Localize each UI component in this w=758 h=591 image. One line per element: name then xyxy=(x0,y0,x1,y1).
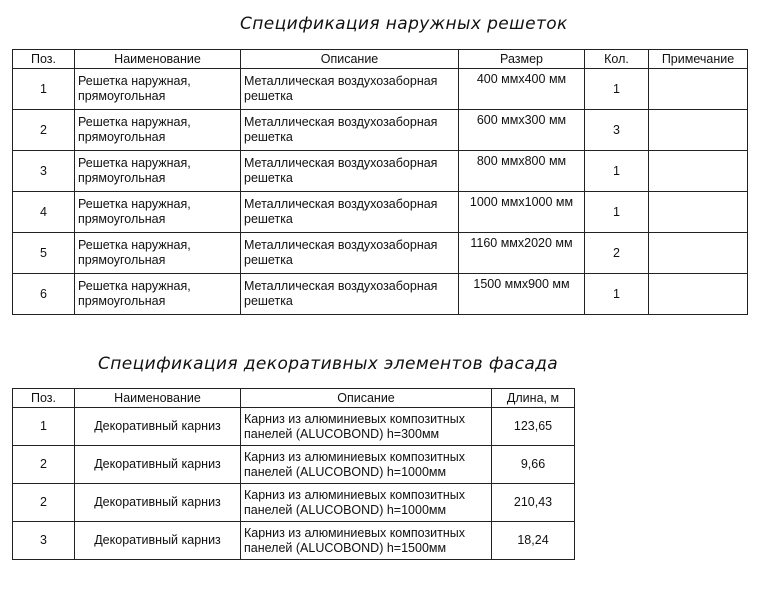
cell-qty-line: 1 xyxy=(613,163,620,178)
cell-name-line: Решетка наружная, xyxy=(78,115,191,129)
cell-description-line: панелей (ALUCOBOND) h=1000мм xyxy=(244,464,447,479)
cell-size xyxy=(459,69,585,110)
cell-qty-line: 2 xyxy=(613,245,620,260)
table-row xyxy=(13,522,575,560)
cell-pos xyxy=(13,233,75,274)
cell-description xyxy=(241,151,459,192)
facade-spec-title: Спецификация декоративных элементов фасада xyxy=(98,354,559,374)
cell-description-line: решетка xyxy=(244,130,293,144)
cell-qty xyxy=(585,110,649,151)
cell-description xyxy=(241,110,459,151)
cell-name xyxy=(75,192,241,233)
cell-description-line: Металлическая воздухозаборная xyxy=(244,156,438,170)
cell-name-line: прямоугольная xyxy=(78,130,166,144)
cell-name-line: Декоративный карниз xyxy=(94,533,221,547)
cell-name xyxy=(75,446,241,484)
cell-name xyxy=(75,408,241,446)
cell-description-line: Карниз из алюминиевых композитных xyxy=(244,525,466,540)
table-row xyxy=(13,274,748,315)
cell-qty-line: 1 xyxy=(613,204,620,219)
cell-description xyxy=(241,192,459,233)
cell-pos-line: 4 xyxy=(40,204,47,219)
cell-description xyxy=(241,484,492,522)
cell-description-line: панелей (ALUCOBOND) h=300мм xyxy=(244,426,440,441)
col-header-pos: Поз. xyxy=(13,50,75,69)
cell-note xyxy=(649,233,748,274)
grilles-spec-table xyxy=(12,49,748,315)
cell-name-line: Решетка наружная, xyxy=(78,156,191,170)
cell-pos-line: 2 xyxy=(40,495,47,509)
cell-size-line: 1160 ммx2020 мм xyxy=(470,236,573,250)
cell-qty xyxy=(585,69,649,110)
facade-spec-table xyxy=(12,388,575,560)
cell-size xyxy=(459,110,585,151)
cell-pos xyxy=(13,151,75,192)
cell-qty xyxy=(585,151,649,192)
cell-pos xyxy=(13,522,75,560)
cell-description-line: Металлическая воздухозаборная xyxy=(244,279,438,293)
cell-description-line: панелей (ALUCOBOND) h=1000мм xyxy=(244,502,447,517)
cell-name-line: Решетка наружная, xyxy=(78,74,191,88)
cell-description xyxy=(241,69,459,110)
col-header-qty: Кол. xyxy=(585,50,649,69)
cell-name-line: прямоугольная xyxy=(78,253,166,267)
cell-size-line: 1500 ммx900 мм xyxy=(473,277,570,291)
cell-name xyxy=(75,151,241,192)
cell-pos-line: 3 xyxy=(40,533,47,547)
cell-size-line: 1000 ммx1000 мм xyxy=(469,195,574,209)
cell-length-line: 210,43 xyxy=(513,495,553,509)
cell-name-line: прямоугольная xyxy=(78,212,166,226)
cell-description xyxy=(241,522,492,560)
cell-description-line: решетка xyxy=(244,294,293,308)
cell-name-line: Решетка наружная, xyxy=(78,238,191,252)
col-header-pos: Поз. xyxy=(13,389,75,408)
cell-name xyxy=(75,69,241,110)
cell-note xyxy=(649,69,748,110)
col-header-description: Описание xyxy=(241,50,459,69)
cell-size xyxy=(459,192,585,233)
cell-note xyxy=(649,151,748,192)
cell-description-line: Карниз из алюминиевых композитных xyxy=(244,449,466,464)
cell-description xyxy=(241,446,492,484)
table-row xyxy=(13,484,575,522)
cell-description xyxy=(241,233,459,274)
cell-description-line: Металлическая воздухозаборная xyxy=(244,238,438,252)
cell-length-line: 9,66 xyxy=(520,457,546,471)
cell-qty xyxy=(585,192,649,233)
cell-length-line: 123,65 xyxy=(513,419,553,433)
cell-size xyxy=(459,151,585,192)
cell-description-line: решетка xyxy=(244,253,293,267)
cell-pos xyxy=(13,484,75,522)
cell-qty xyxy=(585,233,649,274)
cell-description-line: Металлическая воздухозаборная xyxy=(244,197,438,211)
cell-pos xyxy=(13,192,75,233)
col-header-name: Наименование xyxy=(75,50,241,69)
cell-pos-line: 6 xyxy=(40,286,47,301)
table-row xyxy=(13,69,748,110)
cell-pos-line: 2 xyxy=(40,122,47,137)
cell-description-line: панелей (ALUCOBOND) h=1500мм xyxy=(244,540,447,555)
cell-name xyxy=(75,274,241,315)
cell-size xyxy=(459,233,585,274)
table-row xyxy=(13,408,575,446)
cell-name-line: прямоугольная xyxy=(78,89,166,103)
cell-description-line: решетка xyxy=(244,171,293,185)
cell-name-line: прямоугольная xyxy=(78,294,166,308)
cell-name xyxy=(75,522,241,560)
cell-size-line: 800 ммx800 мм xyxy=(476,154,567,168)
cell-pos-line: 1 xyxy=(40,419,47,433)
col-header-note: Примечание xyxy=(649,50,748,69)
cell-description xyxy=(241,408,492,446)
table-row xyxy=(13,110,748,151)
cell-size-line: 400 ммx400 мм xyxy=(476,72,567,86)
cell-pos xyxy=(13,274,75,315)
cell-note xyxy=(649,110,748,151)
cell-qty-line: 3 xyxy=(613,122,620,137)
cell-description-line: Карниз из алюминиевых композитных xyxy=(244,487,466,502)
cell-name xyxy=(75,110,241,151)
cell-name-line: Декоративный карниз xyxy=(94,495,221,509)
table-row xyxy=(13,192,748,233)
cell-length-line: 18,24 xyxy=(517,533,549,547)
col-header-description: Описание xyxy=(241,389,492,408)
grilles-spec-title: Спецификация наружных решеток xyxy=(240,14,568,34)
cell-length xyxy=(492,408,575,446)
cell-name xyxy=(75,233,241,274)
cell-pos xyxy=(13,408,75,446)
cell-description-line: Металлическая воздухозаборная xyxy=(244,74,438,88)
cell-name xyxy=(75,484,241,522)
cell-pos xyxy=(13,69,75,110)
cell-qty-line: 1 xyxy=(613,286,620,301)
cell-description-line: Металлическая воздухозаборная xyxy=(244,115,438,129)
cell-qty-line: 1 xyxy=(613,81,620,96)
cell-pos xyxy=(13,110,75,151)
cell-description-line: решетка xyxy=(244,89,293,103)
cell-description xyxy=(241,274,459,315)
cell-length xyxy=(492,522,575,560)
cell-pos-line: 3 xyxy=(40,163,47,178)
cell-pos-line: 2 xyxy=(40,457,47,471)
cell-description-line: решетка xyxy=(244,212,293,226)
col-header-length: Длина, м xyxy=(492,389,575,408)
cell-length xyxy=(492,484,575,522)
table-row xyxy=(13,446,575,484)
table-header-row xyxy=(13,50,748,69)
col-header-name: Наименование xyxy=(75,389,241,408)
cell-pos-line: 5 xyxy=(40,245,47,260)
cell-note xyxy=(649,192,748,233)
table-header-row xyxy=(13,389,575,408)
cell-pos xyxy=(13,446,75,484)
cell-qty xyxy=(585,274,649,315)
cell-note xyxy=(649,274,748,315)
cell-size-line: 600 ммx300 мм xyxy=(476,113,567,127)
cell-name-line: Решетка наружная, xyxy=(78,279,191,293)
cell-description-line: Карниз из алюминиевых композитных xyxy=(244,411,466,426)
cell-length xyxy=(492,446,575,484)
cell-size xyxy=(459,274,585,315)
cell-name-line: Декоративный карниз xyxy=(94,419,221,433)
cell-pos-line: 1 xyxy=(40,81,47,96)
col-header-size: Размер xyxy=(459,50,585,69)
cell-name-line: Декоративный карниз xyxy=(94,457,221,471)
cell-name-line: Решетка наружная, xyxy=(78,197,191,211)
table-row xyxy=(13,151,748,192)
cell-name-line: прямоугольная xyxy=(78,171,166,185)
table-row xyxy=(13,233,748,274)
